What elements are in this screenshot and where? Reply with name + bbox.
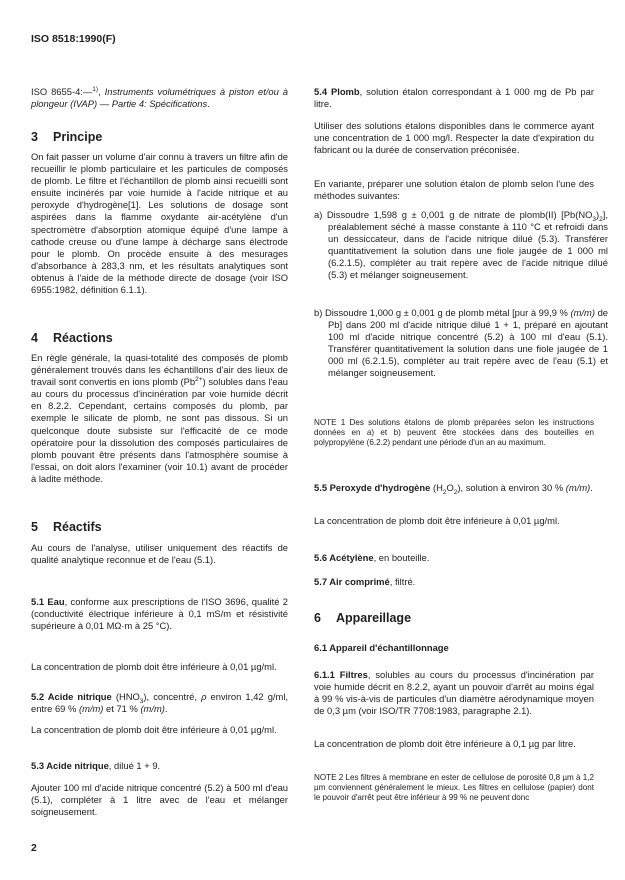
text-run: 2 bbox=[599, 215, 603, 223]
text-run: . bbox=[164, 703, 168, 715]
text-run: La concentration de plomb doit être inférieure à 0,01 µg/ml. bbox=[31, 661, 277, 672]
section-number: 4 bbox=[31, 331, 38, 345]
section-heading-reactifs bbox=[31, 520, 288, 534]
clause-title: 5.1 Eau bbox=[31, 596, 65, 607]
clause-title: 5.7 Air comprimé bbox=[314, 576, 390, 587]
text-run: , bbox=[98, 86, 105, 97]
section-number: 5 bbox=[31, 520, 38, 534]
text-run: ρ bbox=[201, 691, 207, 702]
text-run: ), solution à environ 30 % bbox=[457, 482, 566, 493]
clause-5-3-acide-nitrique-dilue bbox=[31, 760, 288, 772]
text-run: et 71 % bbox=[103, 703, 141, 715]
clause-title: 5.5 Peroxyde d'hydrogène bbox=[314, 482, 431, 493]
text-run: 2+ bbox=[195, 376, 203, 384]
paragraph bbox=[314, 120, 594, 156]
paragraph bbox=[31, 661, 288, 673]
text-run: Ajouter 100 ml d'acide nitrique concentré (5.2) à 500 ml d'eau (5.1), compléter à 1 litre avec de l'eau et mélanger soigneusement. bbox=[31, 782, 288, 818]
text-run: NOTE 1 Des solutions étalons de plomb préparées selon les instructions données en a) et b) peuvent être stockées dans des bouteilles en polypropylène (6.2.2) pendant une période d'un an au maximum. bbox=[314, 418, 594, 447]
text-run: (m/m) bbox=[565, 482, 591, 493]
text-run: Réactions bbox=[53, 331, 113, 345]
text-run: Utiliser des solutions étalons disponibles dans le commerce ayant une concentration de 1 000 mg/l. Respecter la date d'expiration du fabricant ou la durée de conservation préconisée. bbox=[314, 120, 594, 156]
section-heading-reactions bbox=[31, 331, 288, 345]
section-heading-principe bbox=[31, 130, 288, 144]
text-run: , conforme aux prescriptions de l'ISO 3696, qualité 2 (conductivité électrique inférieure à 0,1 mS/m et résistivité supérieure à 0,01 MΩ·m à 25 °C). bbox=[31, 596, 288, 632]
text-run: , dilué 1 + 9. bbox=[108, 760, 161, 771]
clause-5-6-acetylene bbox=[314, 552, 594, 564]
text-run: (m/m) bbox=[78, 703, 104, 715]
section-heading-appareillage bbox=[314, 611, 594, 625]
normative-reference bbox=[31, 86, 288, 110]
reactifs-paragraph bbox=[31, 542, 288, 566]
text-run: On fait passer un volume d'air connu à travers un filtre afin de recueillir le plomb particulaire et les particules de composés de plomb. Le filtre et l'échantillon de plomb ainsi recueilli sont ensuite incinérés par voie humide à l'acide nitrique et au peroxyde d'hydrogène[1]. Les solutions de dosage sont aspirées dans la flamme oxydante air-acétylène d'un spectromètre d'absorption atomique équipé d'une lampe à cathode creuse ou d'une lampe à décharge sans électrode pour le plomb. On procède ensuite à des mesurages d'absorbance à 283,3 nm, et les résultats analytiques sont obtenus à l'aide de la méthode directe de dosage (voir ISO 6955:1982, définition 6.1.1). bbox=[31, 151, 288, 296]
text-run: ], préalablement séché à masse constante à 110 °C et refroidi dans un dessiccateur, dans de l'acide nitrique dilué (5.3). Transférer quantitativement la solution dans une fiole jaugée de 1 000 ml (6.2.1.5), compléter au trait repère avec de l'acide nitrique dilué (5.3) et mélanger soigneusement. bbox=[328, 209, 608, 281]
principe-paragraph bbox=[31, 151, 288, 296]
text-run: de Pb] dans 200 ml d'acide nitrique dilué 1 + 1, préparé en ajoutant 100 ml d'acide nitrique concentré (5.2) à 100 ml d'eau (5.1). Transférer quantitativement la solution dans une fiole jaugée de 1 000 ml (6.2.1.5), compléter au trait repère avec de l'eau (5.1) et mélanger soigneusement. bbox=[328, 307, 608, 379]
clause-6-1-1-filtres bbox=[314, 669, 594, 717]
list-item-a bbox=[314, 209, 608, 282]
text-run: (m/m) bbox=[570, 307, 595, 318]
text-run: 2 bbox=[442, 488, 447, 496]
text-run: (H bbox=[430, 482, 443, 493]
text-run: , en bouteille. bbox=[373, 552, 430, 563]
text-run: , solution étalon correspondant à 1 000 mg de Pb par litre. bbox=[314, 86, 594, 110]
text-run: 3 bbox=[592, 215, 597, 223]
paragraph bbox=[314, 515, 594, 527]
subsection-heading-6-1 bbox=[314, 642, 594, 654]
text-run: (HNO bbox=[111, 691, 140, 702]
list-item-b bbox=[314, 307, 608, 380]
text-run: La concentration de plomb doit être inférieure à 0,01 µg/ml. bbox=[31, 724, 277, 735]
text-run: ), concentré, bbox=[143, 691, 202, 702]
text-run: Instruments volumétriques à piston et/ou à plongeur (IVAP) — Partie 4: Spécifications bbox=[31, 86, 288, 110]
text-run: 2 bbox=[453, 488, 458, 496]
clause-5-4-plomb bbox=[314, 86, 594, 110]
section-number: 6 bbox=[314, 611, 321, 625]
text-run: En variante, préparer une solution étalon de plomb selon l'une des méthodes suivantes: bbox=[314, 178, 594, 202]
text-run: . bbox=[207, 98, 210, 110]
text-run: . bbox=[590, 482, 593, 493]
note-1 bbox=[314, 418, 594, 448]
text-run: ISO 8655-4:— bbox=[31, 86, 93, 97]
text-run: , solubles au cours du processus d'incinération par voie humide décrit en 8.2.2, ayant un pouvoir d'arrêt au moins égal à 99 % vis-à-vis de particules d'un diamètre aérodynamique moyen de 0,3 µm (voir ISO/TR 7708:1983, paragraphe 2.1). bbox=[314, 669, 595, 717]
clause-title: 5.3 Acide nitrique bbox=[31, 760, 109, 771]
page-number: 2 bbox=[31, 842, 37, 854]
clause-5-5-peroxyde bbox=[314, 482, 594, 494]
text-run: b) Dissoudre 1,000 g ± 0,001 g de plomb métal [pur à 99,9 % bbox=[314, 307, 571, 318]
clause-title: 6.1.1 Filtres bbox=[314, 669, 368, 680]
clause-title: 5.2 Acide nitrique bbox=[31, 691, 112, 702]
text-run: 1) bbox=[92, 85, 99, 93]
text-run: environ 1,42 g/ml, entre 69 % bbox=[31, 691, 289, 715]
text-run: En règle générale, la quasi-totalité des composés de plomb généralement trouvés dans les échantillons d'air des lieux de travail sont convertis en ions plomb (Pb bbox=[31, 352, 288, 388]
text-run: Réactifs bbox=[53, 520, 102, 534]
text-run: O bbox=[446, 482, 454, 493]
reactions-paragraph bbox=[31, 352, 288, 485]
text-run: ) bbox=[596, 209, 600, 220]
text-run: Principe bbox=[53, 130, 103, 144]
paragraph bbox=[314, 178, 594, 202]
text-run: Appareillage bbox=[336, 611, 412, 625]
clause-5-7-air-comprime bbox=[314, 576, 594, 588]
text-run: a) Dissoudre 1,598 g ± 0,001 g de nitrate de plomb(II) [Pb(NO bbox=[314, 209, 593, 220]
clause-title: 5.4 Plomb bbox=[314, 86, 360, 97]
text-run: ) solubles dans l'eau au cours du processus d'incinération par voie humide décrit en 8.2.2. Cependant, certains composés du plomb, par exemple le silicate de plomb, ne sont pas dissous. Si un quelconque doute subsiste sur l'efficacité de ce mode opératoire pour la dissolution des composés particulaires de plomb pouvant être présents dans l'atmosphère soumise à l'essai, on doit alors l'examiner (voir 10.1) avant de procéder à ladite méthode. bbox=[31, 376, 288, 484]
text-run: (m/m) bbox=[140, 703, 165, 715]
text-run: NOTE 2 Les filtres à membrane en ester de cellulose de porosité 0,8 µm à 1,2 µm conviennent généralement le mieux. Les filtres en cellulose (papier) dont le pouvoir d'arrêt peut être inférieur à 99 % ne peuvent donc bbox=[314, 773, 594, 802]
text-run: Au cours de l'analyse, utiliser uniquement des réactifs de qualité analytique reconnue et de l'eau (5.1). bbox=[31, 542, 288, 566]
text-run: La concentration de plomb doit être inférieure à 0,01 µg/ml. bbox=[314, 515, 560, 526]
clause-title: 5.6 Acétylène bbox=[314, 552, 374, 563]
text-run: 6.1 Appareil d'échantillonnage bbox=[314, 642, 449, 653]
note-2 bbox=[314, 773, 594, 803]
clause-5-1-eau bbox=[31, 596, 288, 632]
paragraph bbox=[31, 724, 288, 736]
text-run: La concentration de plomb doit être inférieure à 0,1 µg par litre. bbox=[314, 738, 576, 749]
text-run: , filtré. bbox=[389, 576, 416, 587]
section-number: 3 bbox=[31, 130, 38, 144]
text-run: 3 bbox=[139, 697, 144, 705]
document-id-header: ISO 8518:1990(F) bbox=[31, 33, 116, 45]
paragraph bbox=[314, 738, 594, 750]
paragraph bbox=[31, 782, 288, 818]
clause-5-2-acide-nitrique bbox=[31, 691, 288, 715]
